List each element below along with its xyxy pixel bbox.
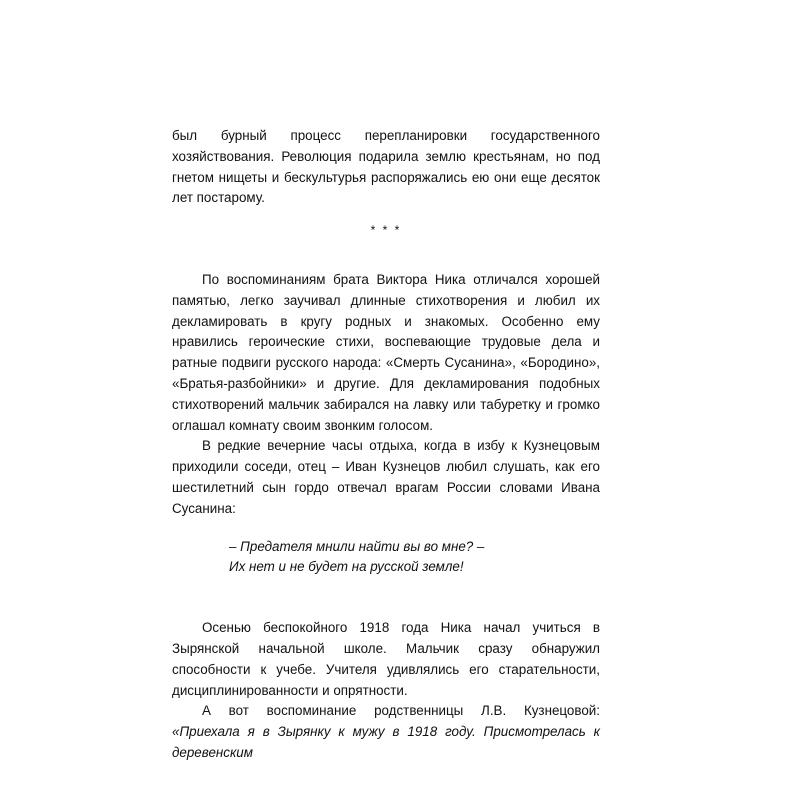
paragraph-3: В редкие вечерние часы отдыха, когда в избу к Кузнецовым приходили соседи, отец – Иван Кузнецов любил слушать, как его шестилетний сын гордо отвечал врагам России словами Ивана Сусанина: (172, 438, 600, 516)
paragraph-2: По воспоминаниям брата Виктора Ника отличался хорошей памятью, легко заучивал длинные стихотворения и любил их декламировать в кругу родных и знакомых. Особенно ему нравились героические стихи, воспевающие трудовые дела и ратные подвиги русского народа: «Смерть Сусанина», «Бородино», «Братья-разбойники» и другие. Для декламирования подобных стихотворений мальчик забирался на лавку или табуретку и громко оглашал комнату своим звонким голосом. (172, 271, 600, 433)
paragraph-4: Осенью беспокойного 1918 года Ника начал учиться в Зырянской начальной школе. Мальчик сразу обнаружил способности к учебе. Учителя удивлялись его старательности, дисциплинированности и опрятности. (172, 620, 600, 698)
section-separator: * * * (370, 223, 402, 238)
paragraph-5-quote: «Приехала я в Зырянку к мужу в 1918 году. Присмотрелась к деревенским (172, 724, 600, 760)
book-page (172, 126, 600, 764)
poem-quote (229, 537, 600, 579)
paragraph-1: был бурный процесс перепланировки государственного хозяйствования. Революция подарила землю крестьянам, но под гнетом нищеты и бескультурья распоряжались ею они еще десяток лет постарому. (172, 128, 600, 206)
paragraph-5 (172, 701, 600, 763)
paragraph-5-text: А вот воспоминание родственницы Л.В. Кузнецовой: (202, 703, 600, 719)
poem-line-1: – Предателя мнили найти вы во мне? – (229, 538, 485, 554)
poem-line-2: Их нет и не будет на русской земле! (229, 559, 464, 575)
